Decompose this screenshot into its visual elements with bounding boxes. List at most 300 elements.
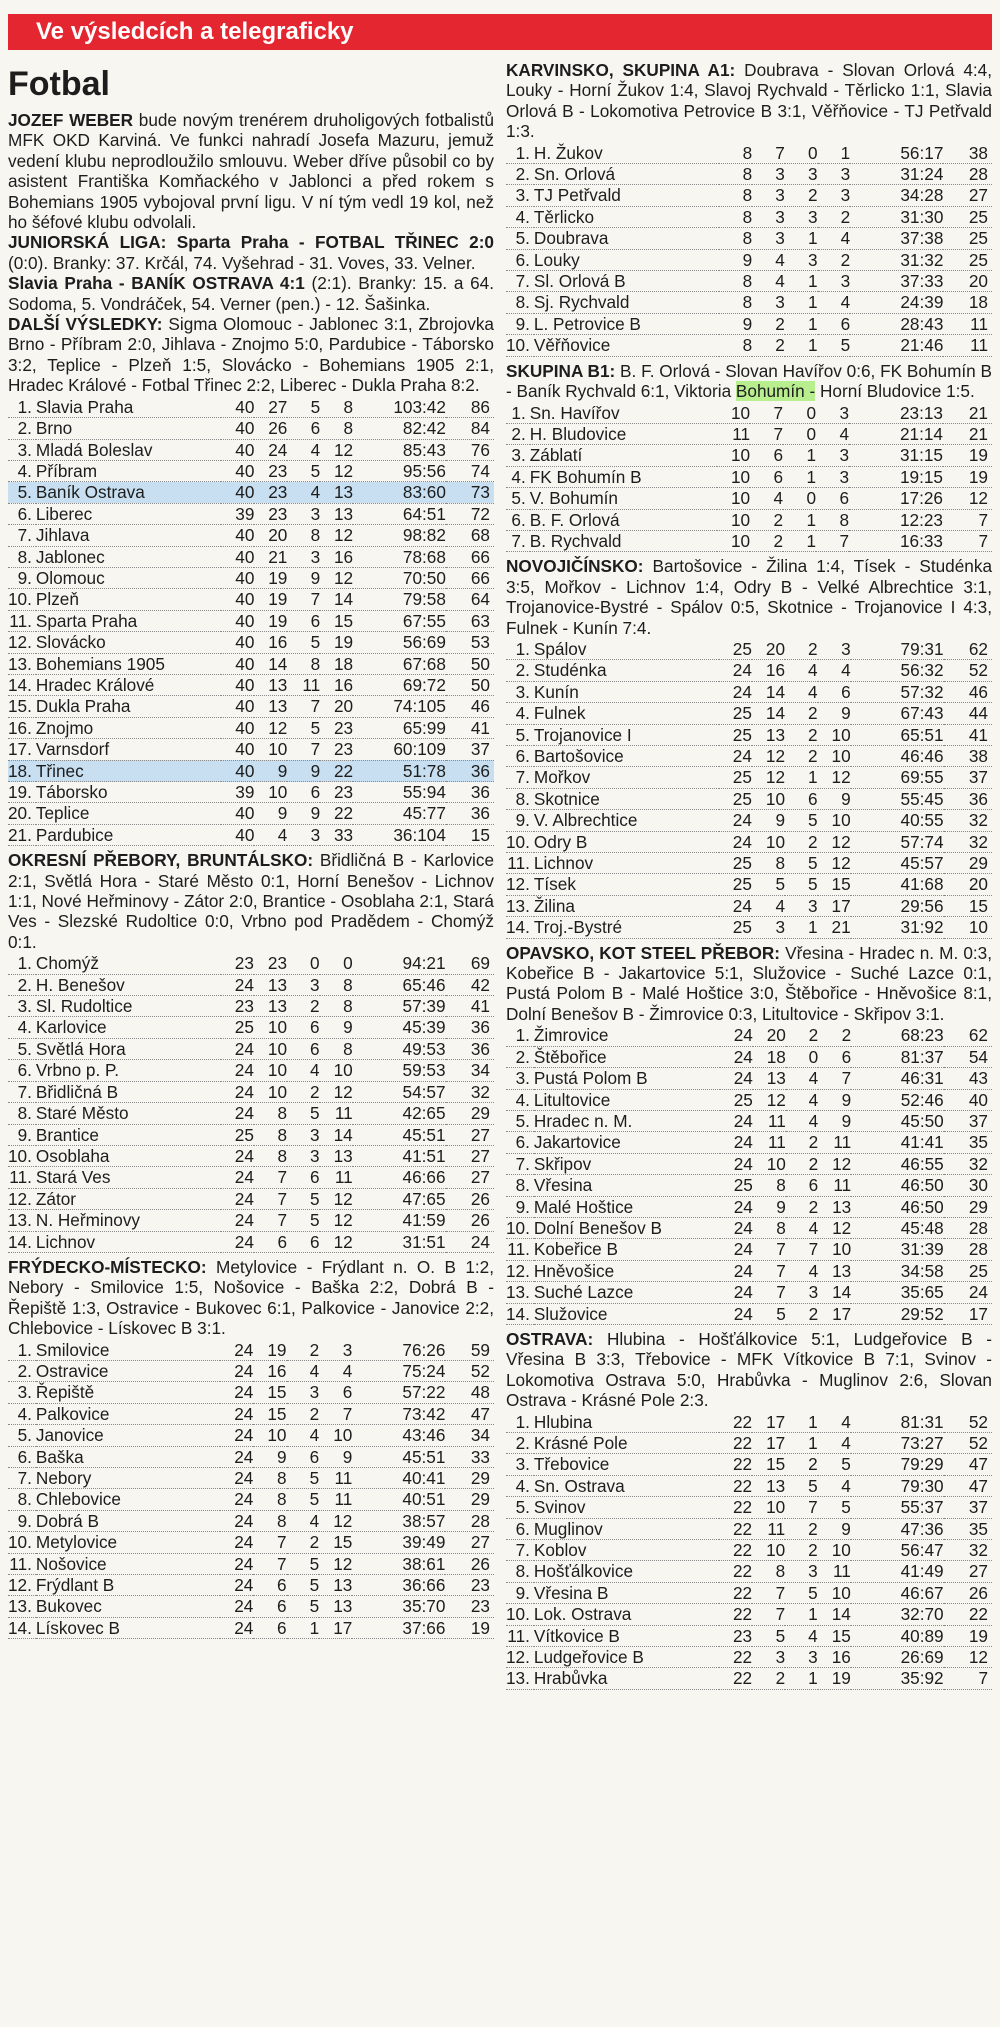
played-cell: 8 xyxy=(719,185,752,206)
team-cell: Lichnov xyxy=(36,1231,221,1252)
score-cell: 82:42 xyxy=(353,418,446,439)
draws-cell: 7 xyxy=(287,739,320,760)
points-cell: 27 xyxy=(446,1124,494,1145)
points-cell: 26 xyxy=(446,1210,494,1231)
played-cell: 22 xyxy=(719,1647,752,1668)
draws-cell: 8 xyxy=(287,525,320,546)
standings-table xyxy=(506,403,992,553)
played-cell: 40 xyxy=(221,418,254,439)
points-cell: 32 xyxy=(446,1081,494,1102)
wins-cell: 10 xyxy=(254,782,287,803)
article-paragraph xyxy=(8,314,494,396)
article-paragraph xyxy=(8,232,494,273)
draws-cell: 7 xyxy=(287,696,320,717)
table-row xyxy=(506,1132,992,1153)
wins-cell: 13 xyxy=(753,1068,786,1089)
losses-cell: 10 xyxy=(818,810,851,831)
table-row xyxy=(506,143,992,164)
table-row xyxy=(506,335,992,356)
paragraph-text: bude novým trenérem druholigových fotbalistů MFK OKD Karviná. Ve funkci nahradí Josefa Mazuru, jemuž vedení klubu neprodloužilo smlouvu. Weber dříve působil co by asistent Františka Komňackého v Jablonci a před rokem s Bohemians 1905 vybojoval první ligu. V ní tým vedl 19 kol, než ho šéfové klubu odvolali. xyxy=(8,110,495,233)
played-cell: 25 xyxy=(720,1089,753,1110)
rank-cell: 9. xyxy=(506,810,534,831)
losses-cell: 10 xyxy=(818,746,851,767)
table-row xyxy=(8,1446,494,1467)
rank-cell: 15. xyxy=(8,696,36,717)
rank-cell: 1. xyxy=(8,397,36,418)
team-cell: Stará Ves xyxy=(36,1167,221,1188)
score-cell: 65:46 xyxy=(353,974,446,995)
score-cell: 68:23 xyxy=(851,1025,944,1046)
table-row xyxy=(506,1412,992,1433)
table-row xyxy=(506,488,992,509)
score-cell: 40:55 xyxy=(851,810,944,831)
points-cell: 41 xyxy=(446,717,494,738)
played-cell: 24 xyxy=(221,1145,254,1166)
score-cell: 83:60 xyxy=(353,482,446,503)
team-cell: Skotnice xyxy=(534,788,719,809)
standings-table xyxy=(506,1025,992,1325)
points-cell: 26 xyxy=(446,1188,494,1209)
played-cell: 23 xyxy=(221,953,254,974)
played-cell: 24 xyxy=(221,1081,254,1102)
score-cell: 103:42 xyxy=(353,397,446,418)
points-cell: 12 xyxy=(944,1647,992,1668)
table-row xyxy=(8,1510,494,1531)
losses-cell: 12 xyxy=(320,1081,353,1102)
wins-cell: 13 xyxy=(254,674,287,695)
wins-cell: 7 xyxy=(254,1188,287,1209)
rank-cell: 11. xyxy=(506,853,534,874)
draws-cell: 3 xyxy=(287,1382,320,1403)
team-cell: Těrlicko xyxy=(534,206,720,227)
rank-cell: 3. xyxy=(8,1382,36,1403)
points-cell: 7 xyxy=(943,509,992,530)
losses-cell: 9 xyxy=(319,1446,352,1467)
wins-cell: 27 xyxy=(254,397,287,418)
team-cell: Sn. Havířov xyxy=(530,403,717,424)
draws-cell: 3 xyxy=(287,824,320,845)
wins-cell: 20 xyxy=(752,639,785,660)
wins-cell: 23 xyxy=(254,460,287,481)
table-row xyxy=(506,206,992,227)
table-row xyxy=(506,185,992,206)
team-cell: Dukla Praha xyxy=(36,696,222,717)
wins-cell: 12 xyxy=(752,746,785,767)
losses-cell: 15 xyxy=(319,1532,352,1553)
rank-cell: 5. xyxy=(506,488,530,509)
draws-cell: 11 xyxy=(287,674,320,695)
draws-cell: 1 xyxy=(785,917,818,938)
score-cell: 76:26 xyxy=(352,1340,445,1361)
score-cell: 98:82 xyxy=(353,525,446,546)
rank-cell: 5. xyxy=(8,1425,36,1446)
table-row xyxy=(506,831,992,852)
table-row xyxy=(8,739,494,760)
team-cell: Plzeň xyxy=(36,589,222,610)
rank-cell: 8. xyxy=(8,1489,36,1510)
played-cell: 24 xyxy=(220,1596,253,1617)
losses-cell: 12 xyxy=(319,1553,352,1574)
points-cell: 38 xyxy=(943,143,992,164)
losses-cell: 20 xyxy=(320,696,353,717)
points-cell: 32 xyxy=(944,1153,992,1174)
losses-cell: 16 xyxy=(320,674,353,695)
wins-cell: 16 xyxy=(253,1360,286,1381)
team-cell: Metylovice xyxy=(36,1532,220,1553)
team-cell: Táborsko xyxy=(36,782,222,803)
score-cell: 42:65 xyxy=(353,1103,446,1124)
draws-cell: 4 xyxy=(287,1060,320,1081)
losses-cell: 7 xyxy=(319,1403,352,1424)
draws-cell: 2 xyxy=(786,1303,818,1324)
played-cell: 25 xyxy=(720,1175,753,1196)
table-row xyxy=(8,1017,494,1038)
wins-cell: 8 xyxy=(753,1175,786,1196)
draws-cell: 5 xyxy=(287,1210,320,1231)
table-row xyxy=(8,482,494,503)
points-cell: 27 xyxy=(446,1145,494,1166)
table-row xyxy=(8,824,494,845)
wins-cell: 6 xyxy=(253,1575,286,1596)
played-cell: 22 xyxy=(719,1412,752,1433)
played-cell: 10 xyxy=(717,445,750,466)
rank-cell: 12. xyxy=(8,1575,36,1596)
score-cell: 29:52 xyxy=(851,1303,944,1324)
points-cell: 30 xyxy=(944,1175,992,1196)
draws-cell: 4 xyxy=(287,1510,320,1531)
played-cell: 25 xyxy=(719,703,752,724)
points-cell: 36 xyxy=(446,760,494,781)
played-cell: 24 xyxy=(220,1360,253,1381)
points-cell: 27 xyxy=(944,1561,992,1582)
score-cell: 41:51 xyxy=(353,1145,446,1166)
points-cell: 29 xyxy=(944,853,992,874)
losses-cell: 4 xyxy=(319,1360,352,1381)
draws-cell: 4 xyxy=(786,1089,818,1110)
played-cell: 9 xyxy=(719,249,752,270)
team-cell: Pardubice xyxy=(36,824,222,845)
losses-cell: 9 xyxy=(818,1110,851,1131)
wins-cell: 23 xyxy=(254,482,287,503)
points-cell: 35 xyxy=(944,1518,992,1539)
played-cell: 25 xyxy=(719,788,752,809)
rank-cell: 7. xyxy=(8,525,36,546)
team-cell: Spálov xyxy=(534,639,719,660)
losses-cell: 2 xyxy=(818,249,851,270)
table-row xyxy=(8,1403,494,1424)
team-cell: Třebovice xyxy=(534,1454,719,1475)
points-cell: 29 xyxy=(944,1196,992,1217)
draws-cell: 4 xyxy=(287,1425,320,1446)
losses-cell: 5 xyxy=(818,1497,851,1518)
score-cell: 34:58 xyxy=(851,1260,944,1281)
wins-cell: 13 xyxy=(752,724,785,745)
score-cell: 55:45 xyxy=(851,788,944,809)
table-row xyxy=(506,249,992,270)
points-cell: 50 xyxy=(446,653,494,674)
played-cell: 24 xyxy=(720,1217,753,1238)
paragraph-lead: OPAVSKO, KOT STEEL PŘEBOR: xyxy=(506,942,781,963)
draws-cell: 6 xyxy=(287,1167,320,1188)
played-cell: 10 xyxy=(717,403,750,424)
team-cell: Osoblaha xyxy=(36,1145,221,1166)
table-row xyxy=(506,1647,992,1668)
played-cell: 24 xyxy=(720,1282,753,1303)
team-cell: Studénka xyxy=(534,660,719,681)
draws-cell: 2 xyxy=(786,1196,818,1217)
rank-cell: 17. xyxy=(8,739,36,760)
team-cell: Palkovice xyxy=(36,1403,220,1424)
wins-cell: 9 xyxy=(752,810,785,831)
draws-cell: 6 xyxy=(287,1446,320,1467)
draws-cell: 2 xyxy=(785,639,818,660)
draws-cell: 2 xyxy=(786,1153,818,1174)
team-cell: Žimrovice xyxy=(534,1025,720,1046)
losses-cell: 11 xyxy=(319,1489,352,1510)
losses-cell: 12 xyxy=(319,1510,352,1531)
wins-cell: 7 xyxy=(750,423,783,444)
wins-cell: 8 xyxy=(253,1468,286,1489)
table-row xyxy=(8,782,494,803)
losses-cell: 4 xyxy=(818,660,851,681)
paragraph-text: Doubrava - Slovan Orlová 4:4, Louky - Horní Žukov 1:4, Slavoj Rychvald - Těrlicko 1:1, Slavia Orlová B - Lokomotiva Petrovice B 3:1, Věřňovice - TJ Petřvald 1:3. xyxy=(506,60,993,142)
losses-cell: 3 xyxy=(816,445,849,466)
team-cell: Ostravice xyxy=(36,1360,220,1381)
paragraph-text: Metylovice - Frýdlant n. O. B 1:2, Nebory - Smilovice 1:5, Nošovice - Baška 2:2, Dobrá B - Řepiště 1:3, Ostravice - Bukovec 6:1, Palkovice - Janovice 2:2, Chlebovice - Lískovec B 3:1. xyxy=(8,1256,494,1339)
draws-cell: 1 xyxy=(785,1668,818,1689)
team-cell: Příbram xyxy=(36,460,222,481)
losses-cell: 3 xyxy=(818,164,851,185)
draws-cell: 4 xyxy=(785,681,818,702)
draws-cell: 1 xyxy=(785,271,818,292)
draws-cell: 6 xyxy=(287,1017,320,1038)
team-cell: Sparta Praha xyxy=(36,610,222,631)
standings-table xyxy=(8,397,494,847)
table-row xyxy=(506,530,992,551)
score-cell: 32:70 xyxy=(851,1604,944,1625)
right-column xyxy=(506,60,992,1694)
team-cell: Zátor xyxy=(36,1188,221,1209)
score-cell: 45:50 xyxy=(851,1110,944,1131)
losses-cell: 8 xyxy=(320,996,353,1017)
paragraph-text: Břidličná B - Karlovice 2:1, Světlá Hora - Staré Město 0:1, Horní Benešov - Lichnov 1:1, Nové Heřminovy - Zátor 2:0, Brantice - Osoblaha 2:1, Stará Ves - Slezské Rudoltice 0:0, Vrbno pod Pradědem - Chomýž 0:1. xyxy=(8,850,495,952)
draws-cell: 1 xyxy=(785,1433,818,1454)
played-cell: 8 xyxy=(719,206,752,227)
rank-cell: 12. xyxy=(506,874,534,895)
rank-cell: 2. xyxy=(8,418,36,439)
team-cell: Baník Ostrava xyxy=(36,482,222,503)
table-row xyxy=(8,1553,494,1574)
draws-cell: 2 xyxy=(785,703,818,724)
played-cell: 22 xyxy=(719,1475,752,1496)
rank-cell: 6. xyxy=(8,503,36,524)
draws-cell: 5 xyxy=(785,810,818,831)
losses-cell: 19 xyxy=(320,632,353,653)
losses-cell: 11 xyxy=(320,1103,353,1124)
score-cell: 31:92 xyxy=(851,917,944,938)
draws-cell: 1 xyxy=(783,466,816,487)
table-row xyxy=(8,1489,494,1510)
rank-cell: 13. xyxy=(506,1668,534,1689)
losses-cell: 12 xyxy=(320,460,353,481)
points-cell: 64 xyxy=(446,589,494,610)
team-cell: Mořkov xyxy=(534,767,719,788)
table-row xyxy=(506,1540,992,1561)
paragraph-lead: SKUPINA B1: xyxy=(506,360,616,381)
table-row xyxy=(8,653,494,674)
draws-cell: 3 xyxy=(785,164,818,185)
team-cell: Lok. Ostrava xyxy=(534,1604,719,1625)
draws-cell: 3 xyxy=(287,974,320,995)
score-cell: 36:104 xyxy=(353,824,446,845)
played-cell: 40 xyxy=(221,546,254,567)
losses-cell: 9 xyxy=(818,1089,851,1110)
table-row xyxy=(506,313,992,334)
losses-cell: 23 xyxy=(320,739,353,760)
team-cell: Hradec n. M. xyxy=(534,1110,720,1131)
score-cell: 55:94 xyxy=(353,782,446,803)
played-cell: 25 xyxy=(221,1017,254,1038)
draws-cell: 4 xyxy=(786,1217,818,1238)
table-row xyxy=(506,292,992,313)
rank-cell: 5. xyxy=(8,1038,36,1059)
score-cell: 57:74 xyxy=(851,831,944,852)
wins-cell: 11 xyxy=(752,1518,785,1539)
played-cell: 10 xyxy=(717,509,750,530)
losses-cell: 21 xyxy=(818,917,851,938)
played-cell: 39 xyxy=(221,782,254,803)
draws-cell: 1 xyxy=(785,313,818,334)
wins-cell: 3 xyxy=(752,228,785,249)
wins-cell: 10 xyxy=(254,1081,287,1102)
team-cell: Lískovec B xyxy=(36,1617,220,1638)
score-cell: 65:99 xyxy=(353,717,446,738)
team-cell: Světlá Hora xyxy=(36,1038,221,1059)
rank-cell: 4. xyxy=(506,466,530,487)
table-row xyxy=(506,1604,992,1625)
points-cell: 69 xyxy=(446,953,494,974)
played-cell: 40 xyxy=(221,760,254,781)
rank-cell: 5. xyxy=(506,724,534,745)
played-cell: 24 xyxy=(221,1210,254,1231)
points-cell: 23 xyxy=(445,1575,494,1596)
points-cell: 38 xyxy=(944,746,992,767)
draws-cell: 3 xyxy=(287,546,320,567)
team-cell: Vrbno p. P. xyxy=(36,1060,221,1081)
wins-cell: 10 xyxy=(752,1497,785,1518)
played-cell: 40 xyxy=(221,739,254,760)
team-cell: Lichnov xyxy=(534,853,719,874)
rank-cell: 4. xyxy=(506,1089,534,1110)
score-cell: 75:24 xyxy=(352,1360,445,1381)
table-row xyxy=(8,632,494,653)
team-cell: Věřňovice xyxy=(534,335,720,356)
points-cell: 62 xyxy=(944,1025,992,1046)
rank-cell: 12. xyxy=(8,632,36,653)
wins-cell: 8 xyxy=(254,1145,287,1166)
played-cell: 24 xyxy=(720,1153,753,1174)
draws-cell: 5 xyxy=(287,717,320,738)
points-cell: 47 xyxy=(944,1454,992,1475)
played-cell: 40 xyxy=(221,397,254,418)
losses-cell: 12 xyxy=(320,439,353,460)
losses-cell: 0 xyxy=(320,953,353,974)
team-cell: Skřipov xyxy=(534,1153,720,1174)
team-cell: Slavia Praha xyxy=(36,397,222,418)
score-cell: 79:58 xyxy=(353,589,446,610)
table-row xyxy=(506,895,992,916)
score-cell: 46:50 xyxy=(851,1175,944,1196)
points-cell: 41 xyxy=(446,996,494,1017)
table-row xyxy=(506,509,992,530)
draws-cell: 8 xyxy=(287,653,320,674)
team-cell: Malé Hoštice xyxy=(534,1196,720,1217)
points-cell: 29 xyxy=(445,1468,494,1489)
points-cell: 28 xyxy=(944,1217,992,1238)
losses-cell: 3 xyxy=(319,1340,352,1361)
points-cell: 25 xyxy=(943,249,992,270)
draws-cell: 2 xyxy=(786,1025,818,1046)
losses-cell: 3 xyxy=(816,466,849,487)
team-cell: Chlebovice xyxy=(36,1489,220,1510)
table-row xyxy=(506,681,992,702)
wins-cell: 17 xyxy=(752,1412,785,1433)
draws-cell: 4 xyxy=(785,660,818,681)
losses-cell: 13 xyxy=(319,1596,352,1617)
team-cell: Litultovice xyxy=(534,1089,720,1110)
rank-cell: 1. xyxy=(506,1025,534,1046)
columns xyxy=(8,60,992,1694)
rank-cell: 1. xyxy=(506,403,530,424)
score-cell: 46:46 xyxy=(851,746,944,767)
team-cell: Ludgeřovice B xyxy=(534,1647,719,1668)
points-cell: 36 xyxy=(446,782,494,803)
draws-cell: 1 xyxy=(287,1617,320,1638)
points-cell: 41 xyxy=(944,724,992,745)
points-cell: 74 xyxy=(446,460,494,481)
draws-cell: 5 xyxy=(287,1103,320,1124)
losses-cell: 11 xyxy=(818,1175,851,1196)
rank-cell: 7. xyxy=(8,1081,36,1102)
draws-cell: 9 xyxy=(287,567,320,588)
score-cell: 78:68 xyxy=(353,546,446,567)
table-row xyxy=(506,1668,992,1689)
points-cell: 37 xyxy=(944,1110,992,1131)
table-row xyxy=(506,271,992,292)
draws-cell: 4 xyxy=(287,482,320,503)
points-cell: 36 xyxy=(446,1038,494,1059)
rank-cell: 14. xyxy=(8,1617,36,1638)
team-cell: Fulnek xyxy=(534,703,719,724)
rank-cell: 1. xyxy=(506,143,534,164)
wins-cell: 3 xyxy=(752,917,785,938)
points-cell: 36 xyxy=(446,1017,494,1038)
team-cell: V. Bohumín xyxy=(530,488,717,509)
played-cell: 24 xyxy=(719,681,752,702)
team-cell: Hlubina xyxy=(534,1412,719,1433)
wins-cell: 7 xyxy=(254,1210,287,1231)
losses-cell: 10 xyxy=(818,1239,851,1260)
wins-cell: 7 xyxy=(253,1532,286,1553)
losses-cell: 14 xyxy=(818,1604,851,1625)
score-cell: 41:49 xyxy=(851,1561,944,1582)
points-cell: 22 xyxy=(944,1604,992,1625)
table-row xyxy=(8,953,494,974)
points-cell: 25 xyxy=(944,1260,992,1281)
rank-cell: 14. xyxy=(506,917,534,938)
score-cell: 57:39 xyxy=(353,996,446,1017)
rank-cell: 2. xyxy=(506,660,534,681)
